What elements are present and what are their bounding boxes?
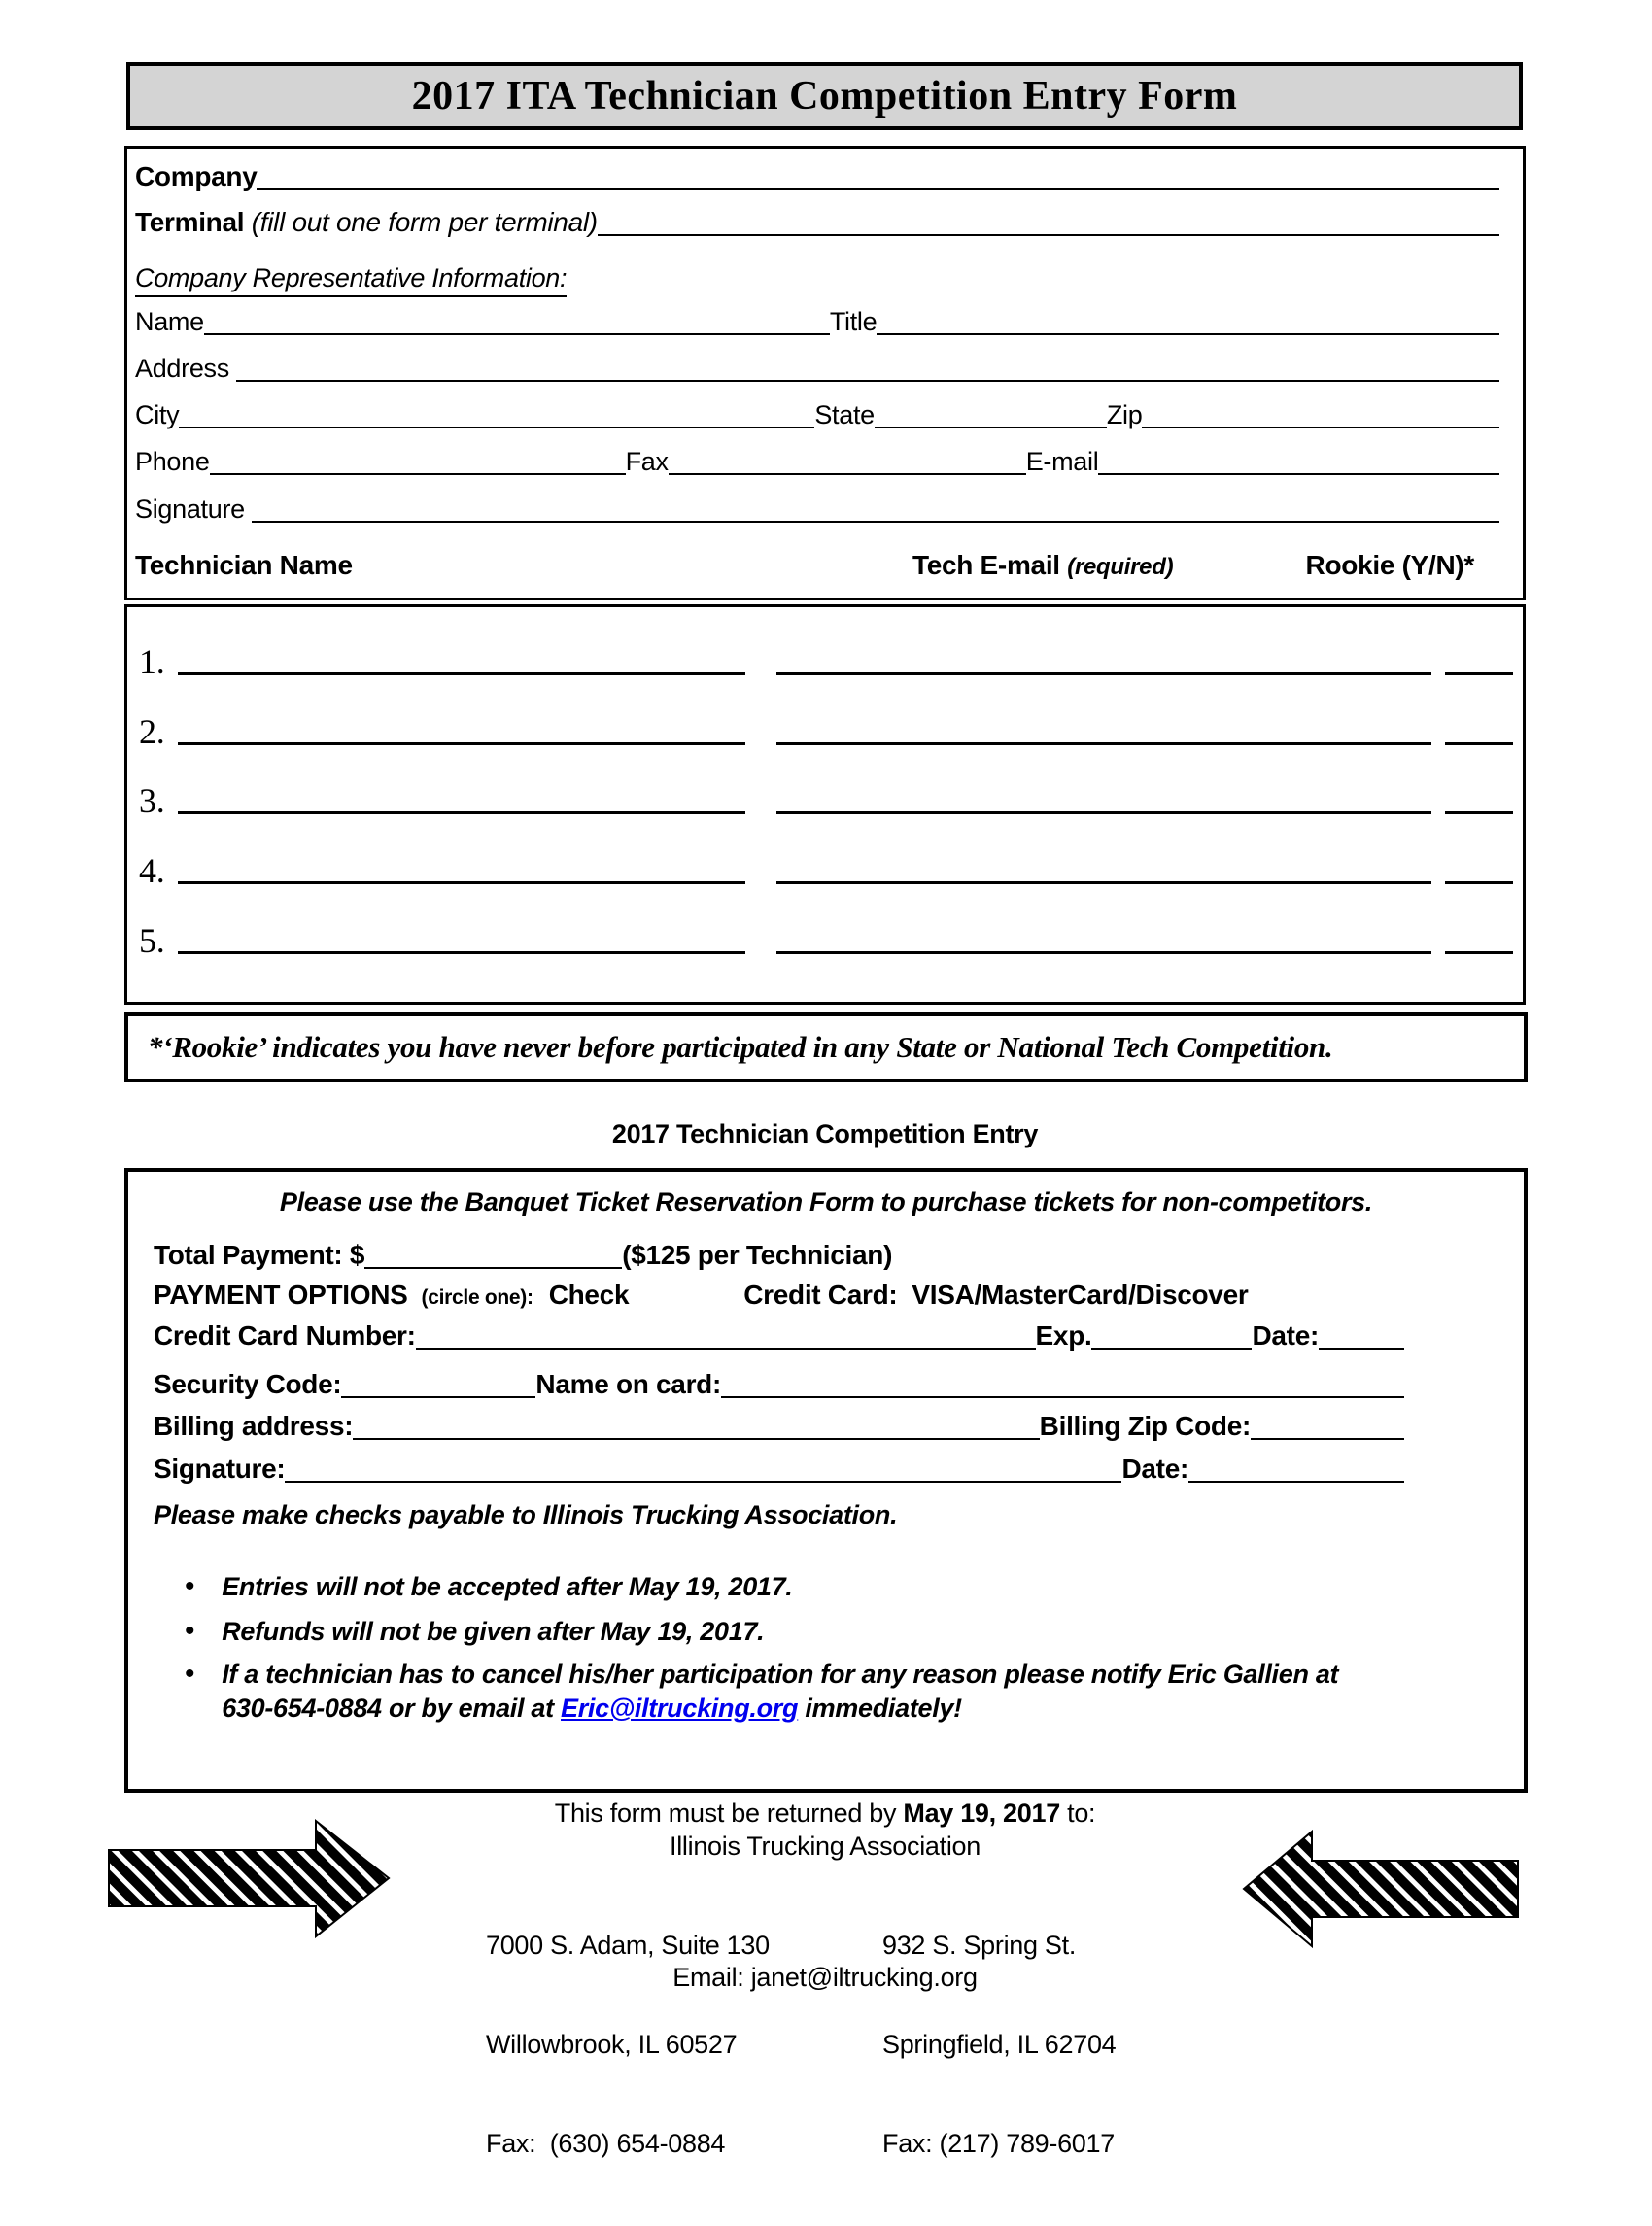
rookie-note: *‘Rookie’ indicates you have never before participated in any State or National Tech Competition. — [148, 1030, 1333, 1064]
name-label: Name — [135, 306, 204, 336]
total-payment-label: Total Payment: $ — [154, 1239, 365, 1270]
tech-row-4 — [137, 845, 1515, 890]
state-blank-line — [875, 396, 1107, 428]
payment-options-label: PAYMENT OPTIONS — [154, 1280, 408, 1310]
cc-number-label: Credit Card Number: — [154, 1319, 416, 1351]
cc-date-label: Date: — [1252, 1319, 1319, 1351]
company-info-section — [124, 146, 1526, 600]
address-row — [135, 350, 1499, 382]
state-label: State — [814, 399, 875, 429]
tech-rookie-line — [1445, 951, 1513, 954]
col-tech-email-note: (required) — [1067, 554, 1174, 580]
banquet-note: Please use the Banquet Ticket Reservation Form to purchase tickets for non-competitors. — [279, 1187, 1373, 1216]
tech-row-1 — [137, 636, 1515, 681]
exp-label: Exp. — [1035, 1319, 1092, 1351]
tech-row-3 — [137, 775, 1515, 820]
striped-arrow-left-icon — [1242, 1831, 1520, 1949]
total-payment-row — [154, 1232, 892, 1269]
row-number: 2. — [139, 712, 165, 751]
city-state-zip-row — [135, 396, 1499, 428]
signature-label: Signature — [135, 494, 253, 524]
email-blank-line — [1098, 443, 1499, 475]
addr-left-line1: 7000 S. Adam, Suite 130 — [486, 1931, 770, 1960]
tech-email-line — [776, 881, 1431, 884]
bullet-cancel-text — [222, 1658, 1338, 1726]
signature-row — [135, 491, 1499, 523]
payment-signature-row — [154, 1444, 1404, 1483]
total-payment-blank-line — [364, 1232, 622, 1269]
security-code-blank-line — [341, 1359, 535, 1398]
tech-email-line — [776, 672, 1431, 675]
credit-card-row — [154, 1311, 1404, 1350]
payment-signature-label: Signature: — [154, 1453, 286, 1484]
option-credit-card: Credit Card: VISA/MasterCard/Discover — [743, 1280, 1249, 1310]
circle-one-note: (circle one): — [421, 1286, 533, 1309]
bullet-icon: • — [185, 1658, 195, 1690]
zip-blank-line — [1142, 396, 1499, 428]
name-title-row — [135, 303, 1499, 335]
zip-label: Zip — [1106, 399, 1143, 429]
row-number: 3. — [139, 781, 165, 820]
address-label: Address — [135, 353, 237, 383]
org-name: Illinois Trucking Association — [670, 1832, 981, 1861]
col-tech-email-text: Tech E-mail — [912, 550, 1068, 580]
exp-blank-line — [1091, 1311, 1252, 1350]
tech-name-line — [178, 811, 745, 814]
tech-row-5 — [137, 915, 1515, 960]
tech-rookie-line — [1445, 811, 1513, 814]
addr-right-line1: 932 S. Spring St. — [882, 1931, 1077, 1960]
tech-name-line — [178, 951, 745, 954]
striped-arrow-right-icon — [107, 1819, 391, 1939]
city-blank-line — [179, 396, 814, 428]
footer-email: Email: janet@iltrucking.org — [672, 1963, 978, 1992]
phone-blank-line — [210, 443, 626, 475]
col-rookie: Rookie (Y/N)* — [1305, 550, 1474, 580]
addr-right-line3: Fax: (217) 789-6017 — [882, 2129, 1115, 2158]
tech-rookie-line — [1445, 881, 1513, 884]
bullet-cancel-line2 — [222, 1692, 1338, 1726]
addr-left-line3: Fax: (630) 654-0884 — [486, 2129, 726, 2158]
fax-blank-line — [669, 443, 1026, 475]
fax-label: Fax — [625, 446, 669, 476]
bullet-cancel-line1: If a technician has to cancel his/her participation for any reason please notify Eric Gallien at — [222, 1660, 1339, 1689]
technician-rows-section — [124, 604, 1526, 1005]
phone-fax-email-row — [135, 443, 1499, 475]
security-code-label: Security Code: — [154, 1368, 342, 1399]
tech-row-2 — [137, 706, 1515, 751]
city-label: City — [135, 399, 180, 429]
billing-zip-label: Billing Zip Code: — [1039, 1410, 1251, 1441]
bullet-cancel-line2-pre: 630-654-0884 or by email at — [222, 1694, 562, 1723]
form-title: 2017 ITA Technician Competition Entry Form — [411, 74, 1238, 119]
addr-right-line2: Springfield, IL 62704 — [882, 2030, 1117, 2059]
name-on-card-blank-line — [721, 1359, 1404, 1398]
bullet-refunds — [185, 1615, 764, 1649]
name-on-card-label: Name on card: — [535, 1368, 722, 1399]
bullet-refunds-text: Refunds will not be given after May 19, 2017. — [222, 1617, 765, 1646]
billing-address-row — [154, 1401, 1404, 1440]
title-label: Title — [829, 306, 878, 336]
row-number: 1. — [139, 642, 165, 681]
col-tech-email — [912, 551, 1173, 579]
phone-label: Phone — [135, 446, 210, 476]
address-left-column — [486, 1863, 770, 2226]
tech-rookie-line — [1445, 672, 1513, 675]
rookie-note-section — [124, 1012, 1528, 1082]
terminal-row — [135, 204, 1499, 236]
cc-number-blank-line — [416, 1311, 1036, 1350]
billing-address-blank-line — [353, 1401, 1039, 1440]
tech-name-line — [178, 742, 745, 745]
rep-info-heading: Company Representative Information: — [135, 263, 567, 297]
terminal-label: Terminal — [135, 206, 252, 237]
name-blank-line — [204, 303, 830, 335]
terminal-blank-line — [598, 204, 1499, 236]
tech-email-line — [776, 742, 1431, 745]
security-code-row — [154, 1359, 1404, 1398]
tech-name-line — [178, 881, 745, 884]
company-blank-line — [257, 158, 1499, 190]
cc-date-blank-line — [1319, 1311, 1404, 1350]
tech-table-header — [135, 551, 1499, 583]
tech-rookie-line — [1445, 742, 1513, 745]
address-blank-line — [236, 350, 1499, 382]
bullet-icon: • — [185, 1570, 195, 1602]
col-technician-name: Technician Name — [135, 550, 353, 580]
payment-date-label: Date: — [1121, 1453, 1188, 1484]
email-label: E-mail — [1025, 446, 1099, 476]
company-row — [135, 158, 1499, 190]
return-date: May 19, 2017 — [903, 1798, 1060, 1828]
entry-heading: 2017 Technician Competition Entry — [611, 1119, 1039, 1148]
address-right-column — [882, 1863, 1116, 2226]
row-number: 5. — [139, 921, 165, 960]
tech-name-line — [178, 672, 745, 675]
title-blank-line — [877, 303, 1499, 335]
return-pre: This form must be returned by — [554, 1798, 904, 1828]
option-check: Check — [548, 1280, 630, 1310]
payment-signature-blank-line — [285, 1444, 1121, 1483]
checks-payable-note: Please make checks payable to Illinois Trucking Association. — [154, 1500, 898, 1529]
return-post: to: — [1059, 1798, 1096, 1828]
payment-section — [124, 1168, 1528, 1793]
bullet-cancel-line2-post: immediately! — [798, 1694, 962, 1723]
bullet-cancel — [185, 1658, 1338, 1726]
tech-email-line — [776, 811, 1431, 814]
total-payment-suffix: ($125 per Technician) — [622, 1239, 893, 1270]
row-number: 4. — [139, 851, 165, 890]
signature-blank-line — [252, 491, 1499, 523]
addr-left-line2: Willowbrook, IL 60527 — [486, 2030, 738, 2059]
bullet-entries-text: Entries will not be accepted after May 19, 2017. — [222, 1572, 793, 1601]
bullet-icon: • — [185, 1615, 195, 1647]
billing-zip-blank-line — [1251, 1401, 1404, 1440]
payment-date-blank-line — [1188, 1444, 1404, 1483]
terminal-note: (fill out one form per terminal) — [251, 206, 598, 237]
billing-address-label: Billing address: — [154, 1410, 354, 1441]
email-link[interactable]: Eric@iltrucking.org — [561, 1694, 799, 1723]
bullet-entries — [185, 1570, 793, 1604]
company-label: Company — [135, 160, 258, 191]
form-title-bar — [126, 62, 1523, 130]
tech-email-line — [776, 951, 1431, 954]
